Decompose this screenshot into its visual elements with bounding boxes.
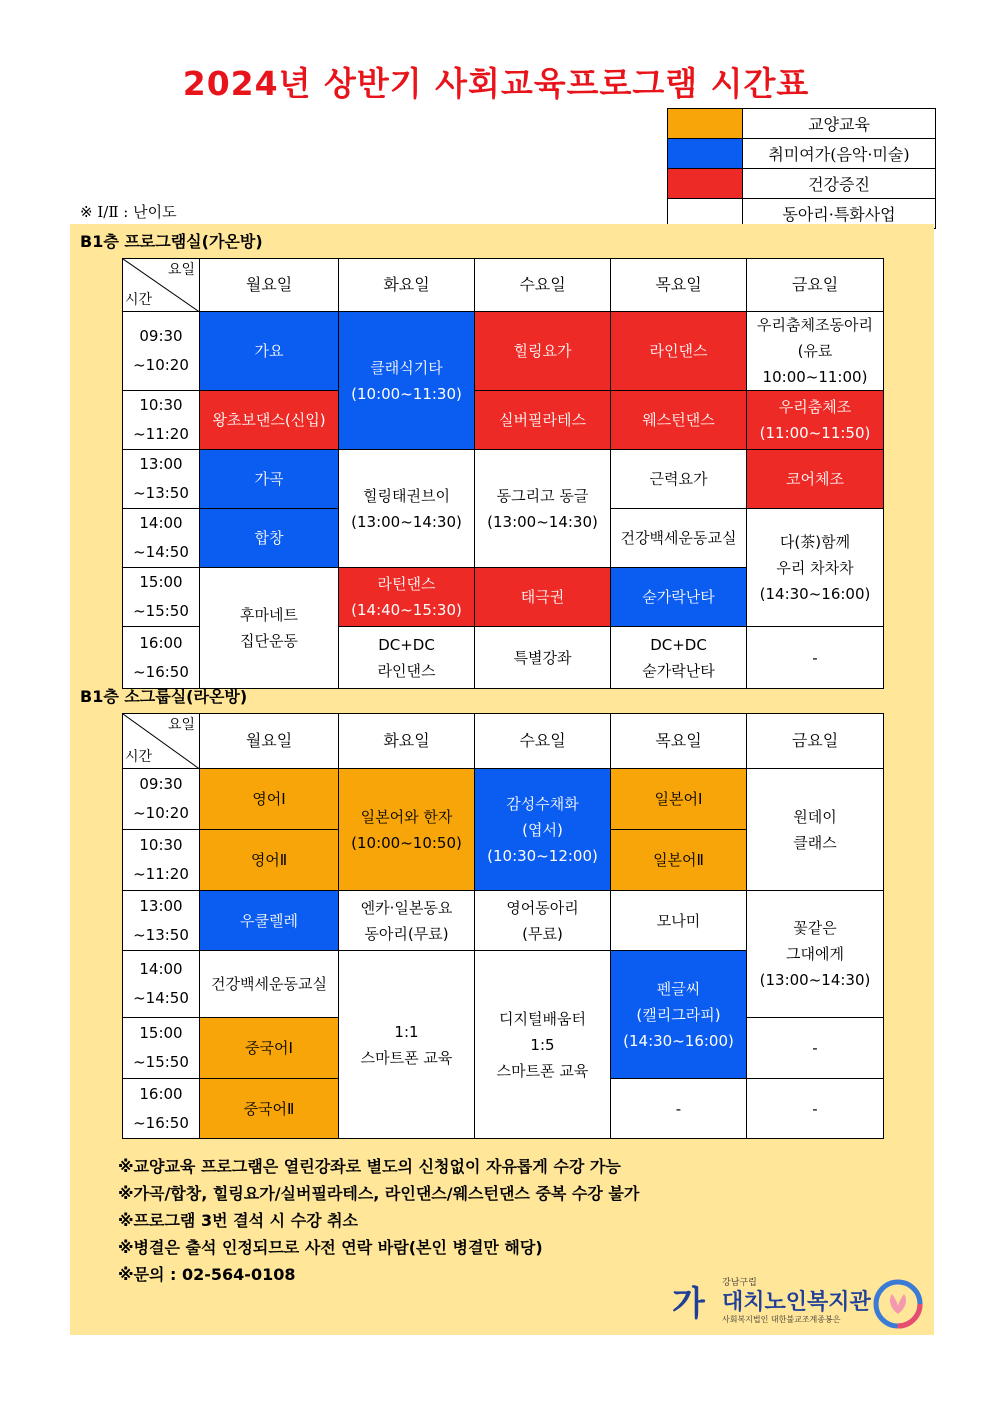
time-slot [123, 312, 200, 391]
time-row [123, 891, 884, 951]
class-cell[interactable] [611, 568, 747, 627]
page-title: 2024년 상반기 사회교육프로그램 시간표 [182, 64, 810, 103]
time-start: 10:30 [139, 836, 183, 854]
class-cell[interactable] [475, 891, 611, 951]
class-cell[interactable] [339, 312, 475, 450]
class-cell[interactable] [200, 450, 339, 509]
class-cell[interactable] [747, 391, 884, 450]
class-cell-line: 영어동아리 [506, 898, 579, 917]
class-cell-line: 코어체조 [786, 470, 844, 488]
class-cell-line: 동아리(무료) [364, 924, 449, 943]
time-start: 13:00 [139, 896, 183, 915]
class-cell-line: 합창 [254, 529, 284, 547]
time-end: ~11:20 [133, 425, 189, 443]
class-cell-line: 중국어Ⅰ [245, 1039, 293, 1057]
class-cell[interactable] [200, 312, 339, 391]
time-end: ~15:50 [133, 1053, 189, 1071]
note-item: ※문의 : 02-564-0108 [118, 1265, 296, 1284]
legend-label-health: 건강증진 [743, 169, 936, 199]
class-cell[interactable] [200, 509, 339, 568]
class-cell-line: (캘리그라피) [636, 1005, 721, 1024]
class-cell[interactable] [611, 830, 747, 891]
class-cell-line: (13:00~14:30) [351, 512, 462, 531]
legend-label-club: 동아리·특화사업 [743, 199, 936, 229]
legend-swatch-culture [668, 109, 743, 139]
class-cell[interactable] [475, 568, 611, 627]
logo-name: 대치노인복지관 [722, 1290, 871, 1315]
class-cell-line: 1:1 [394, 1022, 419, 1041]
class-cell-line: 디지털배움터 [499, 1009, 586, 1028]
section2-timetable [122, 713, 884, 1139]
time-slot [123, 951, 200, 1018]
time-start: 14:00 [139, 960, 183, 978]
legend-row [668, 139, 936, 169]
time-slot [123, 391, 200, 450]
time-slot [123, 568, 200, 627]
class-cell[interactable] [611, 450, 747, 509]
class-cell-line: 엔카·일본동요 [360, 898, 453, 917]
class-cell[interactable] [339, 568, 475, 627]
day-header-tue: 화요일 [339, 714, 475, 769]
class-cell-line: 웨스턴댄스 [642, 411, 715, 429]
notes-list [118, 1153, 639, 1288]
time-end: ~13:50 [133, 484, 189, 502]
class-cell-line: - [812, 1039, 818, 1057]
class-cell-line: 일본어Ⅰ [654, 790, 703, 808]
day-header-tue: 화요일 [339, 259, 475, 312]
class-cell-line: 중국어Ⅱ [243, 1099, 295, 1118]
class-cell-line: DC+DC [378, 635, 435, 654]
legend-swatch-health [668, 169, 743, 199]
class-cell-line: 가곡 [254, 470, 284, 488]
logo-top-text: 강남구립 [722, 1278, 757, 1288]
class-cell-line: 힐링요가 [513, 342, 572, 360]
class-cell-line: 스마트폰 교육 [360, 1048, 453, 1067]
class-cell[interactable] [611, 951, 747, 1079]
class-cell-line: 그대에게 [786, 945, 844, 963]
time-end: ~10:20 [133, 356, 189, 374]
legend-row [668, 169, 936, 199]
class-cell-line: 숟가락난타 [642, 588, 715, 606]
class-cell[interactable] [747, 312, 884, 391]
time-start: 14:00 [139, 514, 183, 532]
class-cell-line: 클래스 [793, 833, 837, 852]
class-cell-line: (14:30~16:00) [759, 584, 871, 603]
class-cell-line: (10:00~10:50) [351, 833, 462, 852]
class-cell-line: 집단운동 [240, 632, 298, 650]
time-slot [123, 769, 200, 830]
class-cell-line: (유료 10:00~11:00) [762, 342, 868, 386]
class-cell[interactable] [200, 769, 339, 830]
class-cell[interactable] [200, 830, 339, 891]
class-cell[interactable] [611, 391, 747, 450]
class-cell[interactable] [611, 891, 747, 951]
class-cell-line: 태극권 [520, 588, 565, 606]
time-slot [123, 627, 200, 689]
corner-time-label: 시간 [125, 292, 153, 308]
class-cell[interactable] [339, 891, 475, 951]
class-cell[interactable] [611, 509, 747, 568]
note-item: ※프로그램 3번 결석 시 수강 취소 [118, 1211, 359, 1230]
corner-cell [123, 714, 200, 769]
legend-row [668, 109, 936, 139]
note-item: ※교양교육 프로그램은 열린강좌로 별도의 신청없이 자유롭게 수강 가능 [118, 1157, 621, 1176]
time-end: ~14:50 [133, 543, 189, 561]
time-slot [123, 450, 200, 509]
class-cell-line: 라인댄스 [377, 661, 436, 680]
class-cell[interactable] [611, 627, 747, 689]
corner-day-label: 요일 [167, 262, 195, 278]
logo-mark-icon: 가 [672, 1284, 705, 1324]
class-cell-line: (엽서) [522, 820, 563, 839]
logo-bottom-text: 사회복지법인 대한불교조계종봉은 [722, 1315, 841, 1324]
time-slot [123, 830, 200, 891]
time-start: 16:00 [139, 1084, 183, 1103]
day-header-wed: 수요일 [475, 714, 611, 769]
day-header-mon: 월요일 [200, 714, 339, 769]
class-cell-line: 펜글씨 [656, 979, 701, 998]
class-cell-line: DC+DC [650, 635, 707, 654]
time-row [123, 391, 884, 450]
class-cell[interactable] [200, 1079, 339, 1139]
class-cell[interactable] [475, 627, 611, 689]
class-cell[interactable] [475, 391, 611, 450]
class-cell-line: 모나미 [656, 911, 701, 930]
class-cell-line: 일본어Ⅱ [653, 851, 704, 869]
class-cell[interactable] [475, 450, 611, 568]
class-cell-line: (11:00~11:50) [759, 424, 871, 442]
section1-timetable [122, 258, 884, 689]
class-cell-line: 1:5 [530, 1035, 555, 1054]
difficulty-note: ※ Ⅰ/Ⅱ : 난이도 [80, 203, 177, 221]
class-cell-line: 우리춤체조 [778, 398, 852, 416]
class-cell-line: 왕초보댄스(신입) [212, 411, 326, 429]
class-cell[interactable] [747, 627, 884, 689]
time-end: ~16:50 [133, 1113, 189, 1132]
time-end: ~11:20 [133, 865, 189, 883]
time-row [123, 450, 884, 509]
class-cell-line: (14:40~15:30) [351, 601, 462, 619]
class-cell[interactable] [200, 891, 339, 951]
time-row [123, 769, 884, 830]
time-end: ~13:50 [133, 925, 189, 944]
corner-day-label: 요일 [167, 717, 195, 733]
time-start: 13:00 [139, 455, 183, 473]
class-cell-line: (14:30~16:00) [623, 1031, 734, 1050]
note-item: ※가곡/합창, 힐링요가/실버필라테스, 라인댄스/웨스턴댄스 중복 수강 불가 [118, 1184, 640, 1203]
time-start: 15:00 [139, 573, 183, 591]
class-cell[interactable] [747, 891, 884, 1018]
class-cell[interactable] [339, 951, 475, 1139]
class-cell[interactable] [611, 769, 747, 830]
class-cell[interactable] [747, 450, 884, 509]
time-end: ~14:50 [133, 989, 189, 1007]
note-item: ※병결은 출석 인정되므로 사전 연락 바람(본인 병결만 해당) [118, 1238, 543, 1257]
time-slot [123, 1018, 200, 1079]
class-cell[interactable] [747, 1079, 884, 1139]
class-cell-line: 건강백세운동교실 [620, 529, 737, 547]
class-cell[interactable] [200, 391, 339, 450]
class-cell[interactable] [339, 769, 475, 891]
class-cell[interactable] [200, 568, 339, 689]
class-cell-line: 클래식기타 [370, 358, 443, 377]
class-cell-line: - [812, 1099, 818, 1118]
class-cell[interactable] [747, 769, 884, 891]
lotus-emblem-icon [872, 1278, 924, 1330]
class-cell[interactable] [339, 450, 475, 568]
class-cell-line: 감성수채화 [506, 794, 579, 813]
class-cell-line: 일본어와 한자 [360, 807, 453, 826]
class-cell[interactable] [339, 627, 475, 689]
time-start: 09:30 [139, 775, 183, 793]
class-cell-line: 우쿨렐레 [240, 911, 298, 930]
class-cell-line: 스마트폰 교육 [496, 1061, 589, 1080]
class-cell-line: 다(茶)함께 [779, 532, 851, 551]
class-cell-line: 후마네트 [240, 606, 298, 624]
class-cell-line: (무료) [522, 924, 563, 943]
section1-title: B1층 프로그램실(가온방) [80, 232, 263, 251]
time-end: ~16:50 [133, 662, 189, 681]
class-cell-line: 라인댄스 [649, 342, 708, 360]
category-legend [667, 108, 936, 229]
class-cell-line: 영어Ⅰ [252, 790, 286, 808]
time-row [123, 312, 884, 391]
time-start: 15:00 [139, 1024, 183, 1042]
time-start: 16:00 [139, 633, 183, 652]
class-cell-line: 숟가락난타 [642, 661, 715, 680]
day-header-thu: 목요일 [611, 714, 747, 769]
class-cell-line: 라틴댄스 [377, 575, 436, 593]
class-cell-line: 동그리고 동글 [496, 486, 589, 505]
legend-label-culture: 교양교육 [743, 109, 936, 139]
class-cell[interactable] [611, 1079, 747, 1139]
day-header-fri: 금요일 [747, 259, 884, 312]
legend-swatch-hobby [668, 139, 743, 169]
time-slot [123, 1079, 200, 1139]
class-cell[interactable] [747, 1018, 884, 1079]
day-header-mon: 월요일 [200, 259, 339, 312]
class-cell-line: 건강백세운동교실 [211, 975, 327, 993]
time-slot [123, 509, 200, 568]
class-cell[interactable] [475, 769, 611, 891]
legend-label-hobby: 취미여가(음악·미술) [743, 139, 936, 169]
class-cell-line: 영어Ⅱ [250, 851, 288, 869]
day-header-wed: 수요일 [475, 259, 611, 312]
class-cell-line: 실버필라테스 [499, 411, 586, 429]
class-cell-line: (10:30~12:00) [487, 846, 598, 865]
class-cell-line: 특별강좌 [513, 648, 572, 667]
class-cell[interactable] [475, 312, 611, 391]
corner-time-label: 시간 [125, 749, 153, 765]
header-row [123, 259, 884, 312]
time-end: ~15:50 [133, 602, 189, 620]
class-cell-line: 근력요가 [649, 470, 708, 488]
day-header-fri: 금요일 [747, 714, 884, 769]
day-header-thu: 목요일 [611, 259, 747, 312]
class-cell-line: (10:00~11:30) [351, 384, 462, 403]
class-cell-line: - [675, 1099, 682, 1118]
class-cell[interactable] [747, 509, 884, 627]
header-row [123, 714, 884, 769]
time-end: ~10:20 [133, 804, 189, 822]
class-cell[interactable] [611, 312, 747, 391]
class-cell-line: 우리춤체조동아리 [757, 316, 873, 334]
class-cell-line: 꽃같은 [793, 919, 837, 937]
class-cell[interactable] [475, 951, 611, 1139]
time-start: 09:30 [139, 327, 183, 345]
class-cell-line: 가요 [254, 342, 284, 360]
section2-title: B1층 소그룹실(라온방) [80, 687, 248, 706]
class-cell-line: - [812, 648, 818, 667]
time-slot [123, 891, 200, 951]
time-start: 10:30 [139, 396, 183, 414]
class-cell-line: (13:00~14:30) [759, 971, 871, 989]
class-cell[interactable] [200, 951, 339, 1018]
class-cell-line: (13:00~14:30) [487, 512, 598, 531]
class-cell[interactable] [200, 1018, 339, 1079]
center-logo [672, 1272, 932, 1334]
class-cell-line: 힐링태권브이 [363, 486, 450, 505]
class-cell-line: 원데이 [793, 807, 837, 826]
corner-cell [123, 259, 200, 312]
class-cell-line: 우리 차차차 [776, 558, 854, 577]
